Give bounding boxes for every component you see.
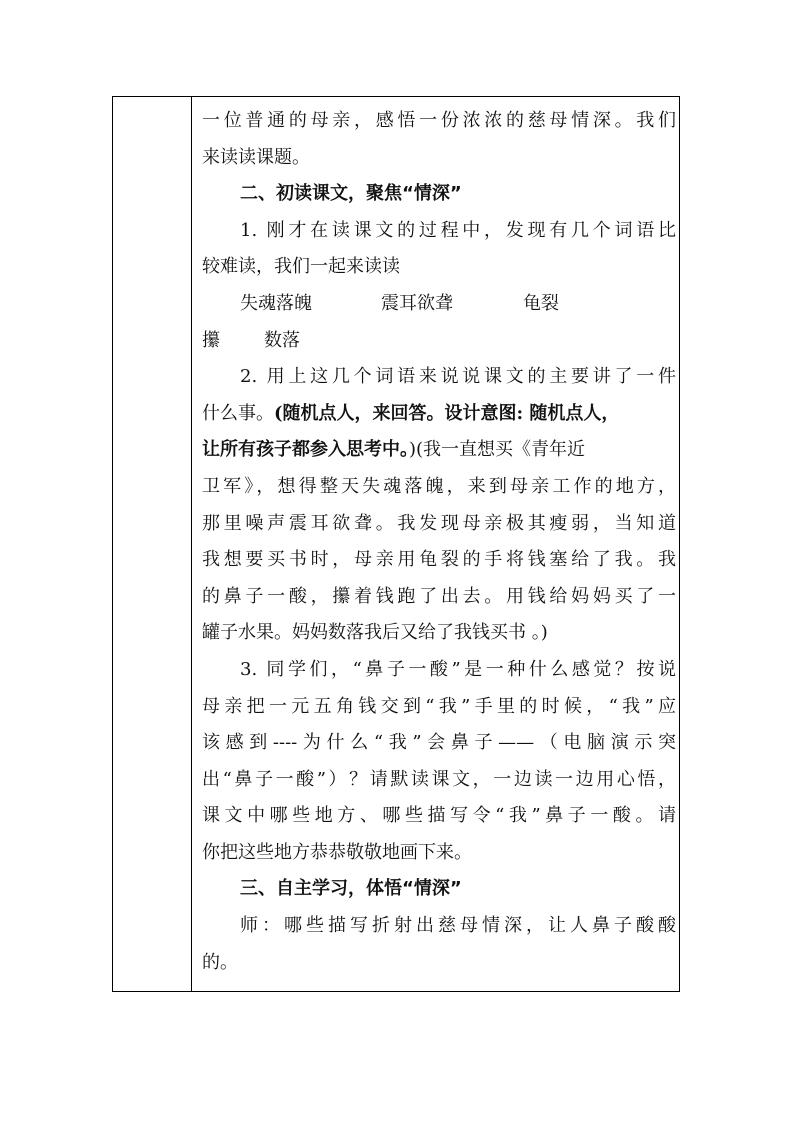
text-line: 来读读课题。: [202, 146, 310, 168]
text-line: 2. 用上这几个词语来说说课文的主要讲了一件: [240, 366, 676, 388]
text-line: 1. 刚才在读课文的过程中，发现有几个词语比: [240, 219, 676, 241]
vocab-word: 震耳欲聋: [381, 292, 453, 314]
lesson-table: [112, 96, 680, 992]
vocab-word: 攥: [202, 329, 220, 351]
text-line: 罐子水果。妈妈数落我后又给了我钱买书 。): [202, 622, 548, 644]
vocab-row-1: [202, 286, 676, 323]
text-line: 你把这些地方恭恭敬敬地画下来。: [202, 841, 472, 863]
text-line: 的。: [202, 951, 238, 973]
text-span: 什么事。: [202, 402, 274, 424]
text-line: [202, 432, 676, 469]
text-span: )(我一直想买《青年近: [409, 439, 586, 461]
design-note: 让所有孩子都参入思考中。: [202, 439, 409, 461]
text-line: 出“鼻子一酸”）？请默读课文，一边读一边用心悟，: [202, 768, 676, 790]
text-line: 课文中哪些地方、哪些描写令“我”鼻子一酸。请: [202, 805, 676, 827]
text-line: 卫军》，想得整天失魂落魄，来到母亲工作的地方，: [202, 475, 676, 497]
vocab-row-2: [202, 323, 676, 360]
vocab-word: 失魂落魄: [240, 292, 312, 314]
text-line: 那里噪声震耳欲聋。我发现母亲极其瘦弱，当知道: [202, 512, 676, 534]
section-heading-2: 二、初读课文，聚焦“情深”: [240, 183, 462, 205]
text-line: 该感到----为什么“我”会鼻子——（电脑演示突: [202, 732, 676, 754]
design-note: (随机点人，来回答。设计意图: 随机点人，: [274, 402, 620, 424]
text-line: [202, 396, 676, 433]
vocab-word: 数落: [264, 329, 300, 351]
text-line: 母亲把一元五角钱交到“我”手里的时候，“我”应: [202, 695, 676, 717]
text-line: 师：哪些描写折射出慈母情深，让人鼻子酸酸: [240, 915, 676, 937]
section-heading-3: 三、自主学习，体悟“情深”: [240, 878, 462, 900]
lesson-content: [202, 103, 676, 981]
text-line: 的鼻子一酸，攥着钱跑了出去。用钱给妈妈买了一: [202, 585, 676, 607]
vocab-word: 龟裂: [523, 292, 559, 314]
text-line: 我想要买书时，母亲用龟裂的手将钱塞给了我。我: [202, 549, 676, 571]
column-divider: [191, 97, 192, 991]
text-line: 较难读，我们一起来读读: [202, 256, 400, 278]
text-line: 一位普通的母亲，感悟一份浓浓的慈母情深。我们: [202, 110, 676, 131]
text-line: 3. 同学们，“鼻子一酸”是一种什么感觉？按说: [240, 658, 676, 680]
